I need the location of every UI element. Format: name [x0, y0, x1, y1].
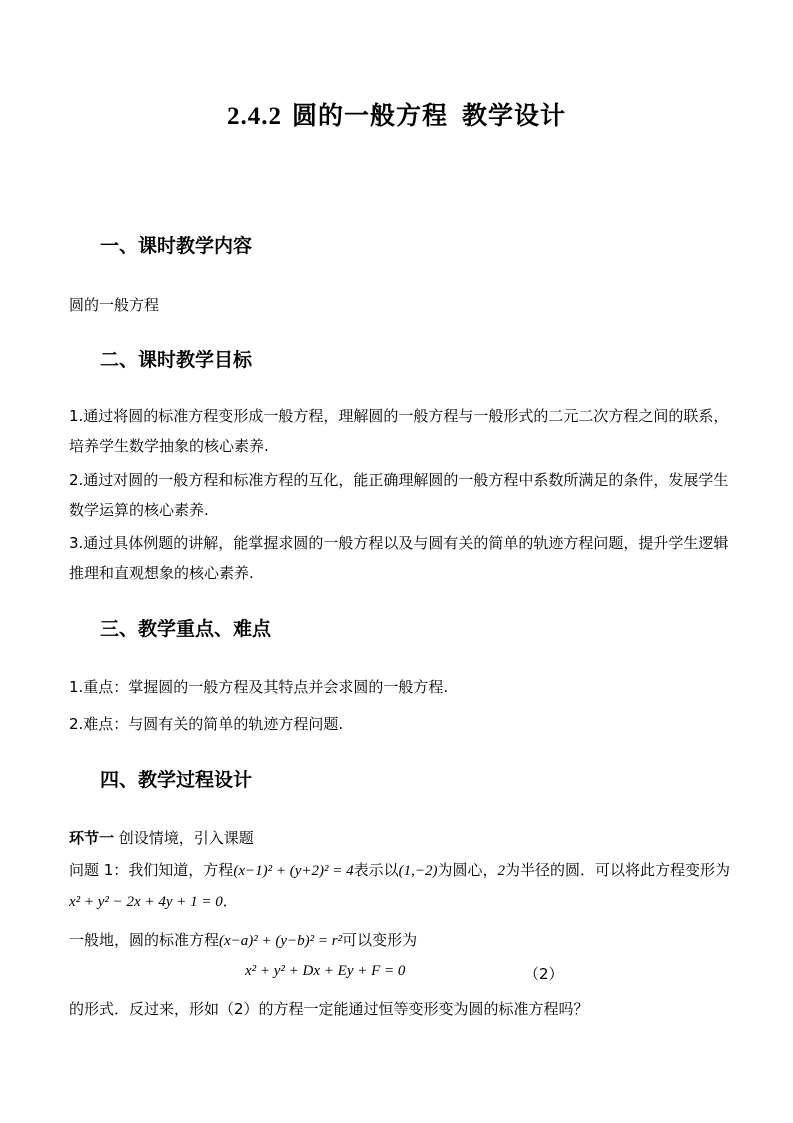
- gen-text-b: 可以变形为: [342, 931, 418, 949]
- q1-text-e: ．: [222, 892, 238, 910]
- q1-equation-general: x² + y² − 2x + 4y + 1 = 0: [69, 894, 223, 910]
- section-heading-goals: 二、课时教学目标: [100, 349, 253, 371]
- q1-center-point: (1,−2): [398, 863, 438, 879]
- goal-3: 3.通过具体例题的讲解，能掌握求圆的一般方程以及与圆有关的简单的轨迹方程问题，提升学生逻辑推理和直观想象的核心素养.: [69, 534, 729, 582]
- q1-text-c: 为圆心，: [437, 861, 498, 879]
- document-title: [0, 96, 793, 132]
- q1-equation-standard: (x−1)² + (y+2)² = 4: [233, 863, 354, 879]
- difficult-point: 2.难点：与圆有关的简单的轨迹方程问题.: [69, 715, 344, 733]
- formula-tag: （2）: [524, 965, 564, 983]
- step-header: [69, 823, 733, 853]
- title-part1: 圆的一般方程: [291, 101, 448, 130]
- q1-text-a: 问题 1：我们知道，方程: [69, 861, 234, 879]
- gen-text-a: 一般地，圆的标准方程: [69, 931, 220, 949]
- q1-text-b: 表示以: [353, 861, 399, 879]
- section-heading-process: 四、教学过程设计: [100, 769, 253, 791]
- q1-radius: 2: [497, 863, 506, 879]
- general-equation-formula: x² + y² + Dx + Ey + F = 0: [245, 963, 406, 979]
- step-label: 环节一: [69, 829, 115, 847]
- closing-question: 的形式．反过来，形如（2）的方程一定能通过恒等变形变为圆的标准方程吗？: [69, 1000, 589, 1018]
- title-part2: 教学设计: [462, 101, 567, 130]
- section-heading-content: 一、课时教学内容: [100, 235, 253, 257]
- general-form-intro: [69, 925, 733, 956]
- q1-text-d: 为半径的圆．可以将此方程变形为: [505, 861, 731, 879]
- title-number: 2.4.2: [226, 103, 282, 130]
- step-title: 创设情境，引入课题: [118, 829, 254, 847]
- gen-standard-equation: (x−a)² + (y−b)² = r²: [219, 933, 343, 949]
- section-content-text: 圆的一般方程: [69, 296, 160, 314]
- goal-2: 2.通过对圆的一般方程和标准方程的互化，能正确理解圆的一般方程中系数所满足的条件，发展学生数学运算的核心素养.: [69, 471, 729, 519]
- key-point: 1.重点：掌握圆的一般方程及其特点并会求圆的一般方程.: [69, 678, 449, 696]
- goal-1: 1.通过将圆的标准方程变形成一般方程，理解圆的一般方程与一般形式的二元二次方程之间的联系，培养学生数学抽象的核心素养.: [69, 407, 729, 455]
- section-heading-keypoints: 三、教学重点、难点: [100, 618, 272, 640]
- question-1: [69, 855, 733, 917]
